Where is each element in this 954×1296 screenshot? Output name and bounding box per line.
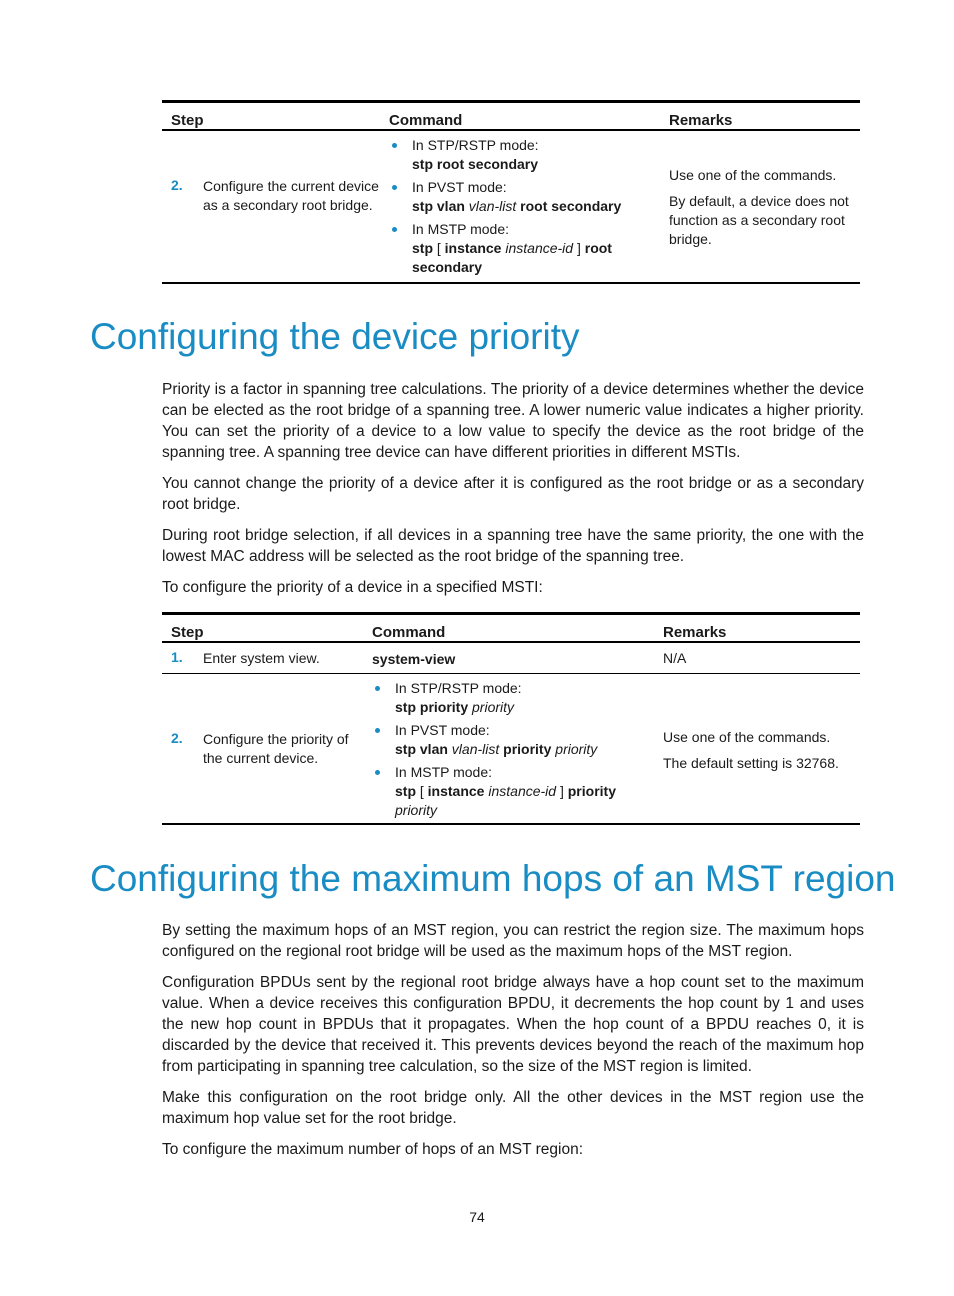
paragraph: Priority is a factor in spanning tree calculations. The priority of a device determines whether the device can be elected as the root bridge of a spanning tree. A lower numeric value indicates a higher priority. You can set the priority of a device to a low value to specify the device as the root bridge of the spanning tree. A spanning tree device can have different priorities in different MSTIs. (162, 381, 864, 461)
paragraph: Configuration BPDUs sent by the regional root bridge always have a hop count set to the maximum value. When a device receives this configuration BPDU, it decrements the hop count by 1 and uses the new hop count in BPDUs that it propagates. When the hop count of a BPDU reaches 0, it is discarded by the device that received it. This prevents devices beyond the reach of the maximum hop from participating in spanning tree calculation, so the size of the MST region is limited. (162, 974, 864, 1075)
paragraph: During root bridge selection, if all devices in a spanning tree have the same priority, the one with the lowest MAC address will be selected as the root bridge of the spanning tree. (162, 527, 864, 565)
remark-text: N/A (663, 650, 687, 666)
mode-label: In PVST mode: (412, 179, 507, 195)
paragraph: Make this configuration on the root bridge only. All the other devices in the MST region use the maximum hop value set for the root bridge. (162, 1089, 864, 1127)
header-remarks: Remarks (663, 624, 727, 641)
paragraph: To configure the maximum number of hops of an MST region: (162, 1141, 584, 1158)
command-keyword: priority (503, 741, 552, 757)
command-keyword: stp priority (395, 699, 469, 715)
command-keyword: stp root secondary (412, 156, 539, 172)
section-heading-max-hops: Configuring the maximum hops of an MST region (90, 858, 896, 899)
command-argument: instance-id (488, 783, 557, 799)
command-argument: priority (395, 802, 438, 818)
bracket: ] (576, 240, 581, 256)
bracket: ] (559, 783, 564, 799)
command-argument: vlan-list (468, 198, 517, 214)
list-item (389, 136, 659, 174)
command-keyword: root secondary (412, 240, 612, 275)
command-table-device-priority (162, 612, 860, 825)
table-header (162, 615, 860, 643)
mode-label: In MSTP mode: (412, 221, 510, 237)
command-list (372, 679, 652, 820)
remarks-cell (669, 166, 857, 249)
command-list (389, 136, 659, 277)
step-number: 2. (171, 730, 183, 746)
list-item (389, 220, 659, 277)
remark-text: Use one of the commands. (663, 729, 831, 745)
remarks-cell (663, 728, 858, 773)
section-heading-device-priority: Configuring the device priority (90, 316, 580, 357)
header-step: Step (171, 112, 204, 129)
list-item (389, 178, 659, 216)
step-description: Configure the current device as a secondary root bridge. (203, 178, 379, 213)
step-number: 2. (171, 177, 183, 193)
table-row (162, 643, 860, 673)
command-argument: priority (555, 741, 598, 757)
mode-label: In MSTP mode: (395, 764, 493, 780)
list-item (372, 763, 652, 820)
step-description: Enter system view. (203, 650, 320, 666)
command-keyword: instance (427, 783, 485, 799)
list-item (372, 679, 652, 717)
header-command: Command (389, 112, 463, 129)
page-number: 74 (469, 1209, 485, 1225)
command-keyword: stp vlan (412, 198, 465, 214)
header-remarks: Remarks (669, 112, 733, 129)
table-header (162, 103, 860, 131)
paragraph: By setting the maximum hops of an MST region, you can restrict the region size. The maximum hops configured on the regional root bridge will be used as the maximum hops of the MST region. (162, 922, 864, 960)
mode-label: In PVST mode: (395, 722, 490, 738)
command-argument: priority (472, 699, 515, 715)
step-description: Configure the priority of the current device. (203, 731, 349, 766)
header-command: Command (372, 624, 446, 641)
command-keyword: root secondary (520, 198, 622, 214)
command-keyword: instance (444, 240, 502, 256)
header-step: Step (171, 624, 204, 641)
step-number: 1. (171, 649, 183, 665)
command-keyword: stp vlan (395, 741, 448, 757)
mode-label: In STP/RSTP mode: (395, 680, 522, 696)
bracket: [ (436, 240, 441, 256)
command-argument: instance-id (505, 240, 574, 256)
paragraph: To configure the priority of a device in a specified MSTI: (162, 579, 543, 596)
command-keyword: stp (412, 240, 433, 256)
command-keyword: system-view (372, 651, 456, 667)
paragraph: You cannot change the priority of a device after it is configured as the root bridge or as a secondary root bridge. (162, 475, 864, 513)
table-row (162, 673, 860, 823)
command-argument: vlan-list (451, 741, 500, 757)
command-keyword: stp (395, 783, 416, 799)
command-table-secondary-root (162, 100, 860, 284)
table-row (162, 131, 860, 282)
bracket: [ (419, 783, 424, 799)
mode-label: In STP/RSTP mode: (412, 137, 539, 153)
remark-text: The default setting is 32768. (663, 755, 839, 771)
list-item (372, 721, 652, 759)
command-keyword: priority (567, 783, 616, 799)
remark-text: Use one of the commands. (669, 167, 837, 183)
remark-text: By default, a device does not function as a secondary root bridge. (669, 193, 849, 247)
